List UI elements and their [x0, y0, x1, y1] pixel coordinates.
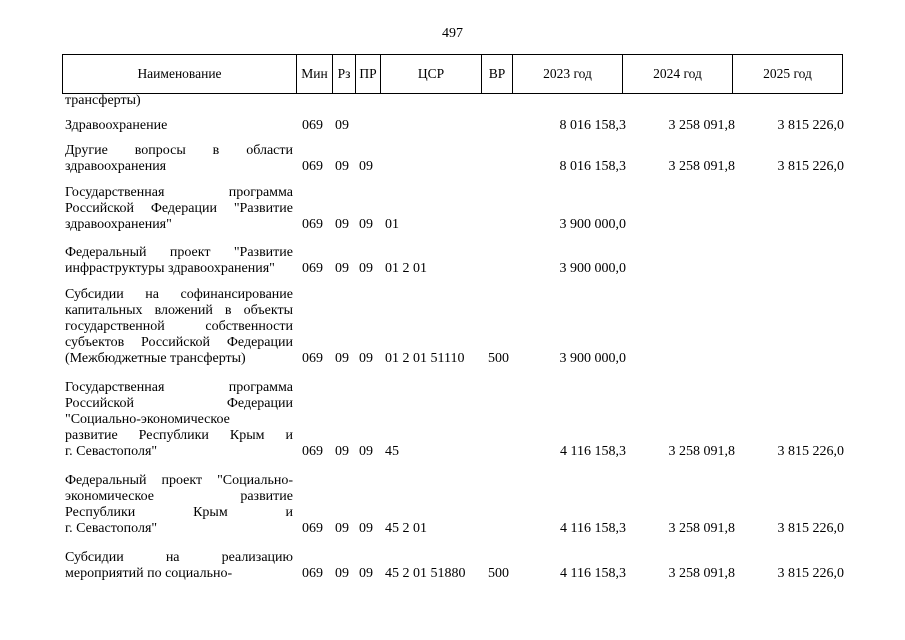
- row-name-line: Республики Крым и: [65, 505, 293, 520]
- cell-csr: 45 2 01 51880: [385, 566, 466, 581]
- cell-min: 069: [302, 521, 323, 536]
- cell-min: 069: [302, 118, 323, 133]
- row-name-line: Государственная программа: [65, 185, 293, 200]
- column-header-vr: ВР: [482, 55, 513, 94]
- cell-csr: 45: [385, 444, 399, 459]
- cell-y2025: 3 815 226,0: [777, 521, 844, 536]
- cell-rz: 09: [335, 159, 349, 174]
- cell-pr: 09: [359, 261, 373, 276]
- column-header-min: Мин: [297, 55, 333, 94]
- row-name-line: Федеральный проект "Социально-: [65, 473, 293, 488]
- row-name-line: капитальных вложений в объекты: [65, 303, 293, 318]
- row-name-line: инфраструктуры здравоохранения": [65, 261, 275, 276]
- cell-csr: 01 2 01: [385, 261, 427, 276]
- row-name-line: (Межбюджетные трансферты): [65, 351, 246, 366]
- cell-min: 069: [302, 566, 323, 581]
- page-number: 497: [442, 26, 463, 41]
- cell-y2025: 3 815 226,0: [777, 444, 844, 459]
- cell-y2024: 3 258 091,8: [668, 118, 735, 133]
- cell-rz: 09: [335, 261, 349, 276]
- row-name: [65, 185, 293, 233]
- cell-pr: 09: [359, 566, 373, 581]
- row-name: [65, 93, 293, 109]
- row-name: [65, 550, 293, 582]
- column-header-name: Наименование: [63, 55, 297, 94]
- cell-y2024: 3 258 091,8: [668, 521, 735, 536]
- row-name-line: Здравоохранение: [65, 118, 168, 133]
- cell-y2024: 3 258 091,8: [668, 159, 735, 174]
- cell-pr: 09: [359, 351, 373, 366]
- cell-min: 069: [302, 444, 323, 459]
- column-header-2024: 2024 год: [623, 55, 733, 94]
- cell-y2025: 3 815 226,0: [777, 566, 844, 581]
- cell-rz: 09: [335, 351, 349, 366]
- row-name: [65, 287, 293, 367]
- cell-min: 069: [302, 217, 323, 232]
- row-name-line: трансферты): [65, 93, 141, 108]
- row-name-line: Субсидии на софинансирование: [65, 287, 293, 302]
- cell-y2023: 4 116 158,3: [560, 521, 626, 536]
- cell-rz: 09: [335, 521, 349, 536]
- cell-pr: 09: [359, 521, 373, 536]
- row-name: [65, 473, 293, 537]
- row-name-line: "Социально-экономическое: [65, 412, 230, 427]
- row-name-line: Государственная программа: [65, 380, 293, 395]
- cell-y2023: 8 016 158,3: [559, 118, 626, 133]
- row-name-line: г. Севастополя": [65, 444, 158, 459]
- cell-min: 069: [302, 351, 323, 366]
- cell-csr: 01 2 01 51110: [385, 351, 465, 366]
- row-name-line: здравоохранения": [65, 217, 172, 232]
- column-header-2023: 2023 год: [513, 55, 623, 94]
- column-header-2025: 2025 год: [733, 55, 843, 94]
- row-name: [65, 143, 293, 175]
- row-name-line: субъектов Российской Федерации: [65, 335, 293, 350]
- cell-y2025: 3 815 226,0: [777, 118, 844, 133]
- row-name-line: Российской Федерации: [65, 396, 293, 411]
- row-name-line: Другие вопросы в области: [65, 143, 293, 158]
- cell-y2023: 3 900 000,0: [559, 217, 626, 232]
- cell-rz: 09: [335, 566, 349, 581]
- row-name: [65, 380, 293, 460]
- cell-min: 069: [302, 261, 323, 276]
- cell-y2024: 3 258 091,8: [668, 444, 735, 459]
- cell-pr: 09: [359, 159, 373, 174]
- column-header-pr: ПР: [356, 55, 381, 94]
- cell-pr: 09: [359, 217, 373, 232]
- column-header-csr: ЦСР: [381, 55, 482, 94]
- cell-y2023: 4 116 158,3: [560, 566, 626, 581]
- cell-min: 069: [302, 159, 323, 174]
- cell-y2023: 4 116 158,3: [560, 444, 626, 459]
- cell-y2023: 3 900 000,0: [559, 351, 626, 366]
- row-name-line: Российской Федерации "Развитие: [65, 201, 293, 216]
- table-header: [62, 54, 843, 94]
- cell-csr: 01: [385, 217, 399, 232]
- cell-vr: 500: [488, 351, 509, 366]
- row-name-line: Субсидии на реализацию: [65, 550, 293, 565]
- row-name: [65, 245, 293, 277]
- row-name-line: мероприятий по социально-: [65, 566, 233, 581]
- row-name-line: развитие Республики Крым и: [65, 428, 293, 443]
- cell-rz: 09: [335, 118, 349, 133]
- row-name-line: г. Севастополя": [65, 521, 158, 536]
- cell-y2024: 3 258 091,8: [668, 566, 735, 581]
- row-name-line: Федеральный проект "Развитие: [65, 245, 293, 260]
- row-name-line: здравоохранения: [65, 159, 167, 174]
- cell-vr: 500: [488, 566, 509, 581]
- row-name-line: государственной собственности: [65, 319, 293, 334]
- cell-pr: 09: [359, 444, 373, 459]
- cell-y2025: 3 815 226,0: [777, 159, 844, 174]
- cell-y2023: 8 016 158,3: [559, 159, 626, 174]
- row-name-line: экономическое развитие: [65, 489, 293, 504]
- cell-rz: 09: [335, 217, 349, 232]
- cell-rz: 09: [335, 444, 349, 459]
- cell-y2023: 3 900 000,0: [559, 261, 626, 276]
- row-name: [65, 118, 293, 134]
- cell-csr: 45 2 01: [385, 521, 427, 536]
- column-header-rz: Рз: [333, 55, 356, 94]
